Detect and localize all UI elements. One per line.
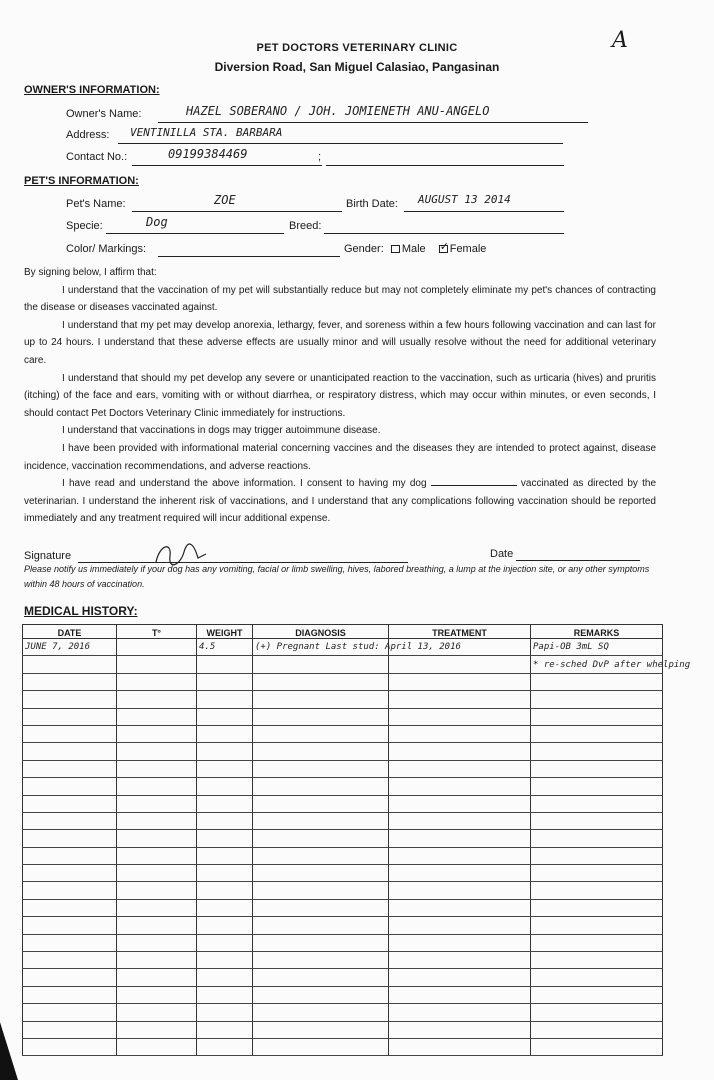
gender-group bbox=[344, 243, 486, 255]
cell-remarks[interactable] bbox=[531, 1004, 663, 1021]
cell-weight[interactable] bbox=[197, 1038, 253, 1055]
table-row bbox=[23, 847, 663, 864]
cell-treatment[interactable] bbox=[389, 760, 531, 777]
table-row bbox=[23, 1038, 663, 1055]
cell-remarks[interactable] bbox=[531, 899, 663, 916]
cell-diagnosis[interactable] bbox=[253, 899, 389, 916]
pet-section-title: PET'S INFORMATION: bbox=[24, 175, 139, 187]
cell-date[interactable] bbox=[23, 812, 117, 829]
cell-diagnosis[interactable]: (+) Pregnant Last stud: April 13, 2016 bbox=[253, 639, 389, 656]
cell-remarks[interactable] bbox=[531, 760, 663, 777]
cell-temp[interactable] bbox=[117, 830, 197, 847]
cell-diagnosis[interactable] bbox=[253, 1021, 389, 1038]
cell-remarks[interactable] bbox=[531, 725, 663, 742]
cell-weight[interactable] bbox=[197, 691, 253, 708]
notify-note: Please notify us immediately if your dog has any vomiting, facial or limb swelling, hives, labored breathing, a lump at the injection site, or any other symptoms within 48 hours of vaccination. bbox=[24, 564, 650, 589]
cell-diagnosis[interactable] bbox=[253, 917, 389, 934]
cell-remarks[interactable] bbox=[531, 830, 663, 847]
cell-diagnosis[interactable] bbox=[253, 812, 389, 829]
table-row bbox=[23, 673, 663, 690]
cell-diagnosis[interactable] bbox=[253, 952, 389, 969]
table-row bbox=[23, 865, 663, 882]
cell-date[interactable] bbox=[23, 969, 117, 986]
cell-date[interactable] bbox=[23, 778, 117, 795]
cell-treatment[interactable] bbox=[389, 778, 531, 795]
cell-temp[interactable] bbox=[117, 812, 197, 829]
specie-value[interactable]: Dog bbox=[146, 215, 168, 229]
cell-remarks[interactable] bbox=[531, 1021, 663, 1038]
consent-paragraph-6b: vaccinated as directed by the veterinarian. I understand the inherent risk of vaccinations, and I understand that any complications following vaccination should be reported immediately and any treatment required will incur additional expense. bbox=[24, 478, 657, 525]
cell-temp[interactable] bbox=[117, 1038, 197, 1055]
cell-remarks[interactable] bbox=[531, 673, 663, 690]
cell-date[interactable] bbox=[23, 743, 117, 760]
table-row bbox=[23, 882, 663, 899]
cell-temp[interactable] bbox=[117, 673, 197, 690]
cell-date[interactable] bbox=[23, 847, 117, 864]
cell-weight[interactable] bbox=[197, 830, 253, 847]
cell-treatment[interactable] bbox=[389, 1021, 531, 1038]
breed-line[interactable] bbox=[324, 233, 564, 234]
consent-paragraph-1: I understand that the vaccination of my pet will substantially reduce but may not completely eliminate my pet's chances of contracting the disease or diseases vaccinated against. bbox=[24, 284, 656, 314]
table-row bbox=[23, 725, 663, 742]
table-header-row bbox=[23, 625, 663, 639]
cell-weight[interactable] bbox=[197, 952, 253, 969]
cell-treatment[interactable] bbox=[389, 969, 531, 986]
owner-name-line bbox=[158, 122, 588, 123]
cell-weight[interactable] bbox=[197, 899, 253, 916]
cell-diagnosis[interactable] bbox=[253, 969, 389, 986]
cell-treatment[interactable] bbox=[389, 830, 531, 847]
birth-date-line bbox=[404, 211, 564, 212]
cell-date[interactable] bbox=[23, 691, 117, 708]
date-label: Date bbox=[490, 548, 514, 560]
contact-value[interactable]: 09199384469 bbox=[168, 147, 248, 161]
cell-weight[interactable] bbox=[197, 1021, 253, 1038]
cell-date[interactable] bbox=[23, 795, 117, 812]
cell-date[interactable] bbox=[23, 917, 117, 934]
cell-date[interactable] bbox=[23, 830, 117, 847]
table-row bbox=[23, 743, 663, 760]
cell-temp[interactable] bbox=[117, 1021, 197, 1038]
cell-weight[interactable]: 4.5 bbox=[197, 639, 253, 656]
cell-diagnosis[interactable] bbox=[253, 708, 389, 725]
cell-diagnosis[interactable] bbox=[253, 743, 389, 760]
cell-treatment[interactable] bbox=[389, 812, 531, 829]
cell-temp[interactable] bbox=[117, 795, 197, 812]
male-label: Male bbox=[401, 243, 426, 255]
consent-intro: By signing below, I affirm that: bbox=[24, 267, 157, 278]
table-row bbox=[23, 969, 663, 986]
cell-weight[interactable] bbox=[197, 847, 253, 864]
cell-temp[interactable] bbox=[117, 778, 197, 795]
address-label: Address: bbox=[66, 129, 110, 141]
cell-date[interactable] bbox=[23, 882, 117, 899]
medical-section-title: MEDICAL HISTORY: bbox=[24, 604, 138, 618]
cell-remarks[interactable] bbox=[531, 778, 663, 795]
cell-treatment[interactable] bbox=[389, 952, 531, 969]
cell-weight[interactable] bbox=[197, 760, 253, 777]
male-checkbox[interactable] bbox=[391, 245, 400, 253]
col-treatment: TREATMENT bbox=[389, 625, 531, 639]
table-row bbox=[23, 812, 663, 829]
consent-paragraph-5: I have been provided with informational material concerning vaccines and the diseases they are intended to protect against, disease incidence, vaccination recommendations, and adverse reactions. bbox=[24, 442, 656, 472]
table-row bbox=[23, 778, 663, 795]
consent-paragraph-6 bbox=[24, 475, 656, 528]
cell-diagnosis[interactable] bbox=[253, 847, 389, 864]
cell-diagnosis[interactable] bbox=[253, 656, 389, 673]
cell-remarks[interactable] bbox=[531, 986, 663, 1003]
cell-diagnosis[interactable] bbox=[253, 865, 389, 882]
cell-date[interactable] bbox=[23, 656, 117, 673]
female-check-mark: ✓ bbox=[439, 241, 449, 254]
cell-weight[interactable] bbox=[197, 865, 253, 882]
cell-temp[interactable] bbox=[117, 656, 197, 673]
cell-weight[interactable] bbox=[197, 934, 253, 951]
cell-diagnosis[interactable] bbox=[253, 691, 389, 708]
female-checkbox[interactable] bbox=[439, 241, 449, 254]
contact-separator: ; bbox=[318, 151, 322, 163]
owner-name-label: Owner's Name: bbox=[66, 108, 142, 120]
medical-history-table bbox=[22, 624, 691, 1056]
cell-date[interactable] bbox=[23, 1038, 117, 1055]
date-line[interactable] bbox=[516, 560, 640, 561]
cell-date[interactable] bbox=[23, 760, 117, 777]
cell-weight[interactable] bbox=[197, 882, 253, 899]
cell-remarks[interactable] bbox=[531, 691, 663, 708]
cell-remarks[interactable] bbox=[531, 865, 663, 882]
cell-temp[interactable] bbox=[117, 934, 197, 951]
cell-remarks[interactable] bbox=[531, 1038, 663, 1055]
consent-text bbox=[24, 264, 656, 528]
cell-remarks[interactable]: Papi-OB 3mL SQ bbox=[531, 639, 663, 656]
cell-weight[interactable] bbox=[197, 795, 253, 812]
cell-temp[interactable] bbox=[117, 847, 197, 864]
breed-label: Breed: bbox=[289, 220, 322, 232]
clinic-address: Diversion Road, San Miguel Calasiao, Pangasinan bbox=[214, 60, 500, 74]
cell-temp[interactable] bbox=[117, 760, 197, 777]
cell-treatment[interactable] bbox=[389, 865, 531, 882]
consent-paragraph-6a: I have read and understand the above information. I consent to having my dog bbox=[62, 478, 427, 490]
cell-temp[interactable] bbox=[117, 917, 197, 934]
table-row bbox=[23, 830, 663, 847]
cell-diagnosis[interactable] bbox=[253, 795, 389, 812]
cell-remarks[interactable] bbox=[531, 812, 663, 829]
consent-paragraph-2: I understand that my pet may develop anorexia, lethargy, fever, and soreness within a few hours following vaccination and can last for up to 24 hours. I understand that these adverse effects are usually minor and will usually resolve without the need for additional veterinary care. bbox=[24, 319, 656, 366]
cell-treatment[interactable] bbox=[389, 725, 531, 742]
cell-temp[interactable] bbox=[117, 986, 197, 1003]
contact-label: Contact No.: bbox=[66, 151, 128, 163]
table-row bbox=[23, 986, 663, 1003]
gender-label: Gender: bbox=[344, 243, 384, 255]
cell-remarks[interactable] bbox=[531, 743, 663, 760]
cell-weight[interactable] bbox=[197, 656, 253, 673]
cell-date[interactable]: JUNE 7, 2016 bbox=[23, 639, 117, 656]
cell-remarks[interactable] bbox=[531, 917, 663, 934]
col-diagnosis: DIAGNOSIS bbox=[253, 625, 389, 639]
cell-temp[interactable] bbox=[117, 899, 197, 916]
cell-diagnosis[interactable] bbox=[253, 882, 389, 899]
table-row bbox=[23, 691, 663, 708]
pet-name-value[interactable]: ZOE bbox=[214, 193, 236, 207]
cell-date[interactable] bbox=[23, 708, 117, 725]
cell-treatment[interactable] bbox=[389, 673, 531, 690]
table-row bbox=[23, 760, 663, 777]
cell-date[interactable] bbox=[23, 952, 117, 969]
cell-temp[interactable] bbox=[117, 743, 197, 760]
cell-temp[interactable] bbox=[117, 865, 197, 882]
table-row bbox=[23, 899, 663, 916]
female-label: Female bbox=[449, 243, 487, 255]
cell-treatment[interactable] bbox=[389, 934, 531, 951]
cell-remarks[interactable] bbox=[531, 969, 663, 986]
cell-weight[interactable] bbox=[197, 708, 253, 725]
col-remarks: REMARKS bbox=[531, 625, 663, 639]
cell-date[interactable] bbox=[23, 673, 117, 690]
cell-temp[interactable] bbox=[117, 725, 197, 742]
contact-line bbox=[132, 165, 322, 166]
col-temp: T° bbox=[117, 625, 197, 639]
cell-treatment[interactable] bbox=[389, 882, 531, 899]
table-row bbox=[23, 952, 663, 969]
address-value[interactable]: VENTINILLA STA. BARBARA bbox=[130, 126, 283, 139]
dog-name-blank[interactable] bbox=[431, 485, 517, 486]
color-label: Color/ Markings: bbox=[66, 243, 147, 255]
cell-remarks[interactable] bbox=[531, 882, 663, 899]
owner-section-title: OWNER'S INFORMATION: bbox=[24, 84, 160, 96]
cell-diagnosis[interactable] bbox=[253, 673, 389, 690]
cell-treatment[interactable] bbox=[389, 656, 531, 673]
cell-treatment[interactable] bbox=[389, 917, 531, 934]
corner-handwritten-mark: A bbox=[612, 28, 628, 53]
cell-remarks[interactable] bbox=[531, 795, 663, 812]
page-shadow-corner bbox=[0, 990, 18, 1080]
owner-name-value[interactable]: HAZEL SOBERANO / JOH. JOMIENETH ANU-ANGELO bbox=[186, 104, 490, 118]
cell-weight[interactable] bbox=[197, 969, 253, 986]
cell-date[interactable] bbox=[23, 1021, 117, 1038]
specie-line bbox=[106, 233, 284, 234]
cell-weight[interactable] bbox=[197, 812, 253, 829]
cell-weight[interactable] bbox=[197, 743, 253, 760]
cell-temp[interactable] bbox=[117, 952, 197, 969]
cell-treatment[interactable] bbox=[389, 708, 531, 725]
cell-diagnosis[interactable] bbox=[253, 760, 389, 777]
cell-treatment[interactable] bbox=[389, 691, 531, 708]
cell-treatment[interactable] bbox=[389, 899, 531, 916]
table-row bbox=[23, 934, 663, 951]
cell-remarks[interactable] bbox=[531, 934, 663, 951]
cell-temp[interactable] bbox=[117, 969, 197, 986]
cell-temp[interactable] bbox=[117, 639, 197, 656]
cell-weight[interactable] bbox=[197, 673, 253, 690]
table-row bbox=[23, 1004, 663, 1021]
col-weight: WEIGHT bbox=[197, 625, 253, 639]
cell-diagnosis[interactable] bbox=[253, 725, 389, 742]
cell-temp[interactable] bbox=[117, 882, 197, 899]
cell-temp[interactable] bbox=[117, 708, 197, 725]
table-row bbox=[23, 639, 663, 656]
cell-date[interactable] bbox=[23, 934, 117, 951]
cell-date[interactable] bbox=[23, 865, 117, 882]
cell-diagnosis[interactable] bbox=[253, 1038, 389, 1055]
cell-treatment[interactable] bbox=[389, 847, 531, 864]
cell-treatment[interactable] bbox=[389, 1038, 531, 1055]
birth-date-value[interactable]: AUGUST 13 2014 bbox=[418, 193, 511, 206]
cell-date[interactable] bbox=[23, 899, 117, 916]
table-row bbox=[23, 795, 663, 812]
cell-temp[interactable] bbox=[117, 1004, 197, 1021]
cell-diagnosis[interactable] bbox=[253, 934, 389, 951]
birth-date-label: Birth Date: bbox=[346, 198, 398, 210]
clinic-title: PET DOCTORS VETERINARY CLINIC bbox=[256, 42, 458, 54]
cell-weight[interactable] bbox=[197, 778, 253, 795]
table-row bbox=[23, 656, 663, 673]
specie-label: Specie: bbox=[66, 220, 103, 232]
cell-diagnosis[interactable] bbox=[253, 778, 389, 795]
table-row bbox=[23, 917, 663, 934]
cell-treatment[interactable] bbox=[389, 795, 531, 812]
cell-treatment[interactable] bbox=[389, 986, 531, 1003]
table-row bbox=[23, 1021, 663, 1038]
cell-remarks[interactable] bbox=[531, 708, 663, 725]
cell-treatment[interactable] bbox=[389, 1004, 531, 1021]
cell-date[interactable] bbox=[23, 986, 117, 1003]
address-line bbox=[118, 143, 563, 144]
consent-paragraph-3: I understand that should my pet develop any severe or unanticipated reaction to the vaccination, such as urticaria (hives) and pruritis (itching) of the face and ears, vomiting with or without diarrhea, or respiratory distress, which may occur within minutes, or even seconds, I should contact Pet Doctors Veterinary Clinic immediately for instructions. bbox=[24, 372, 656, 419]
cell-date[interactable] bbox=[23, 725, 117, 742]
consent-paragraph-4: I understand that vaccinations in dogs may trigger autoimmune disease. bbox=[62, 425, 381, 437]
cell-temp[interactable] bbox=[117, 691, 197, 708]
cell-weight[interactable] bbox=[197, 1004, 253, 1021]
cell-weight[interactable] bbox=[197, 986, 253, 1003]
signature-label: Signature bbox=[24, 550, 72, 562]
pet-name-line bbox=[132, 211, 342, 212]
cell-date[interactable] bbox=[23, 1004, 117, 1021]
cell-remarks[interactable] bbox=[531, 847, 663, 864]
cell-weight[interactable] bbox=[197, 917, 253, 934]
table-row bbox=[23, 708, 663, 725]
color-line[interactable] bbox=[158, 256, 340, 257]
pet-name-label: Pet's Name: bbox=[66, 198, 126, 210]
cell-diagnosis[interactable] bbox=[253, 830, 389, 847]
cell-weight[interactable] bbox=[197, 725, 253, 742]
cell-remarks[interactable]: * re-sched DvP after whelping bbox=[531, 656, 663, 673]
contact-line-2 bbox=[326, 165, 564, 166]
col-date: DATE bbox=[23, 625, 117, 639]
cell-diagnosis[interactable] bbox=[253, 986, 389, 1003]
cell-treatment[interactable] bbox=[389, 743, 531, 760]
cell-remarks[interactable] bbox=[531, 952, 663, 969]
cell-diagnosis[interactable] bbox=[253, 1004, 389, 1021]
